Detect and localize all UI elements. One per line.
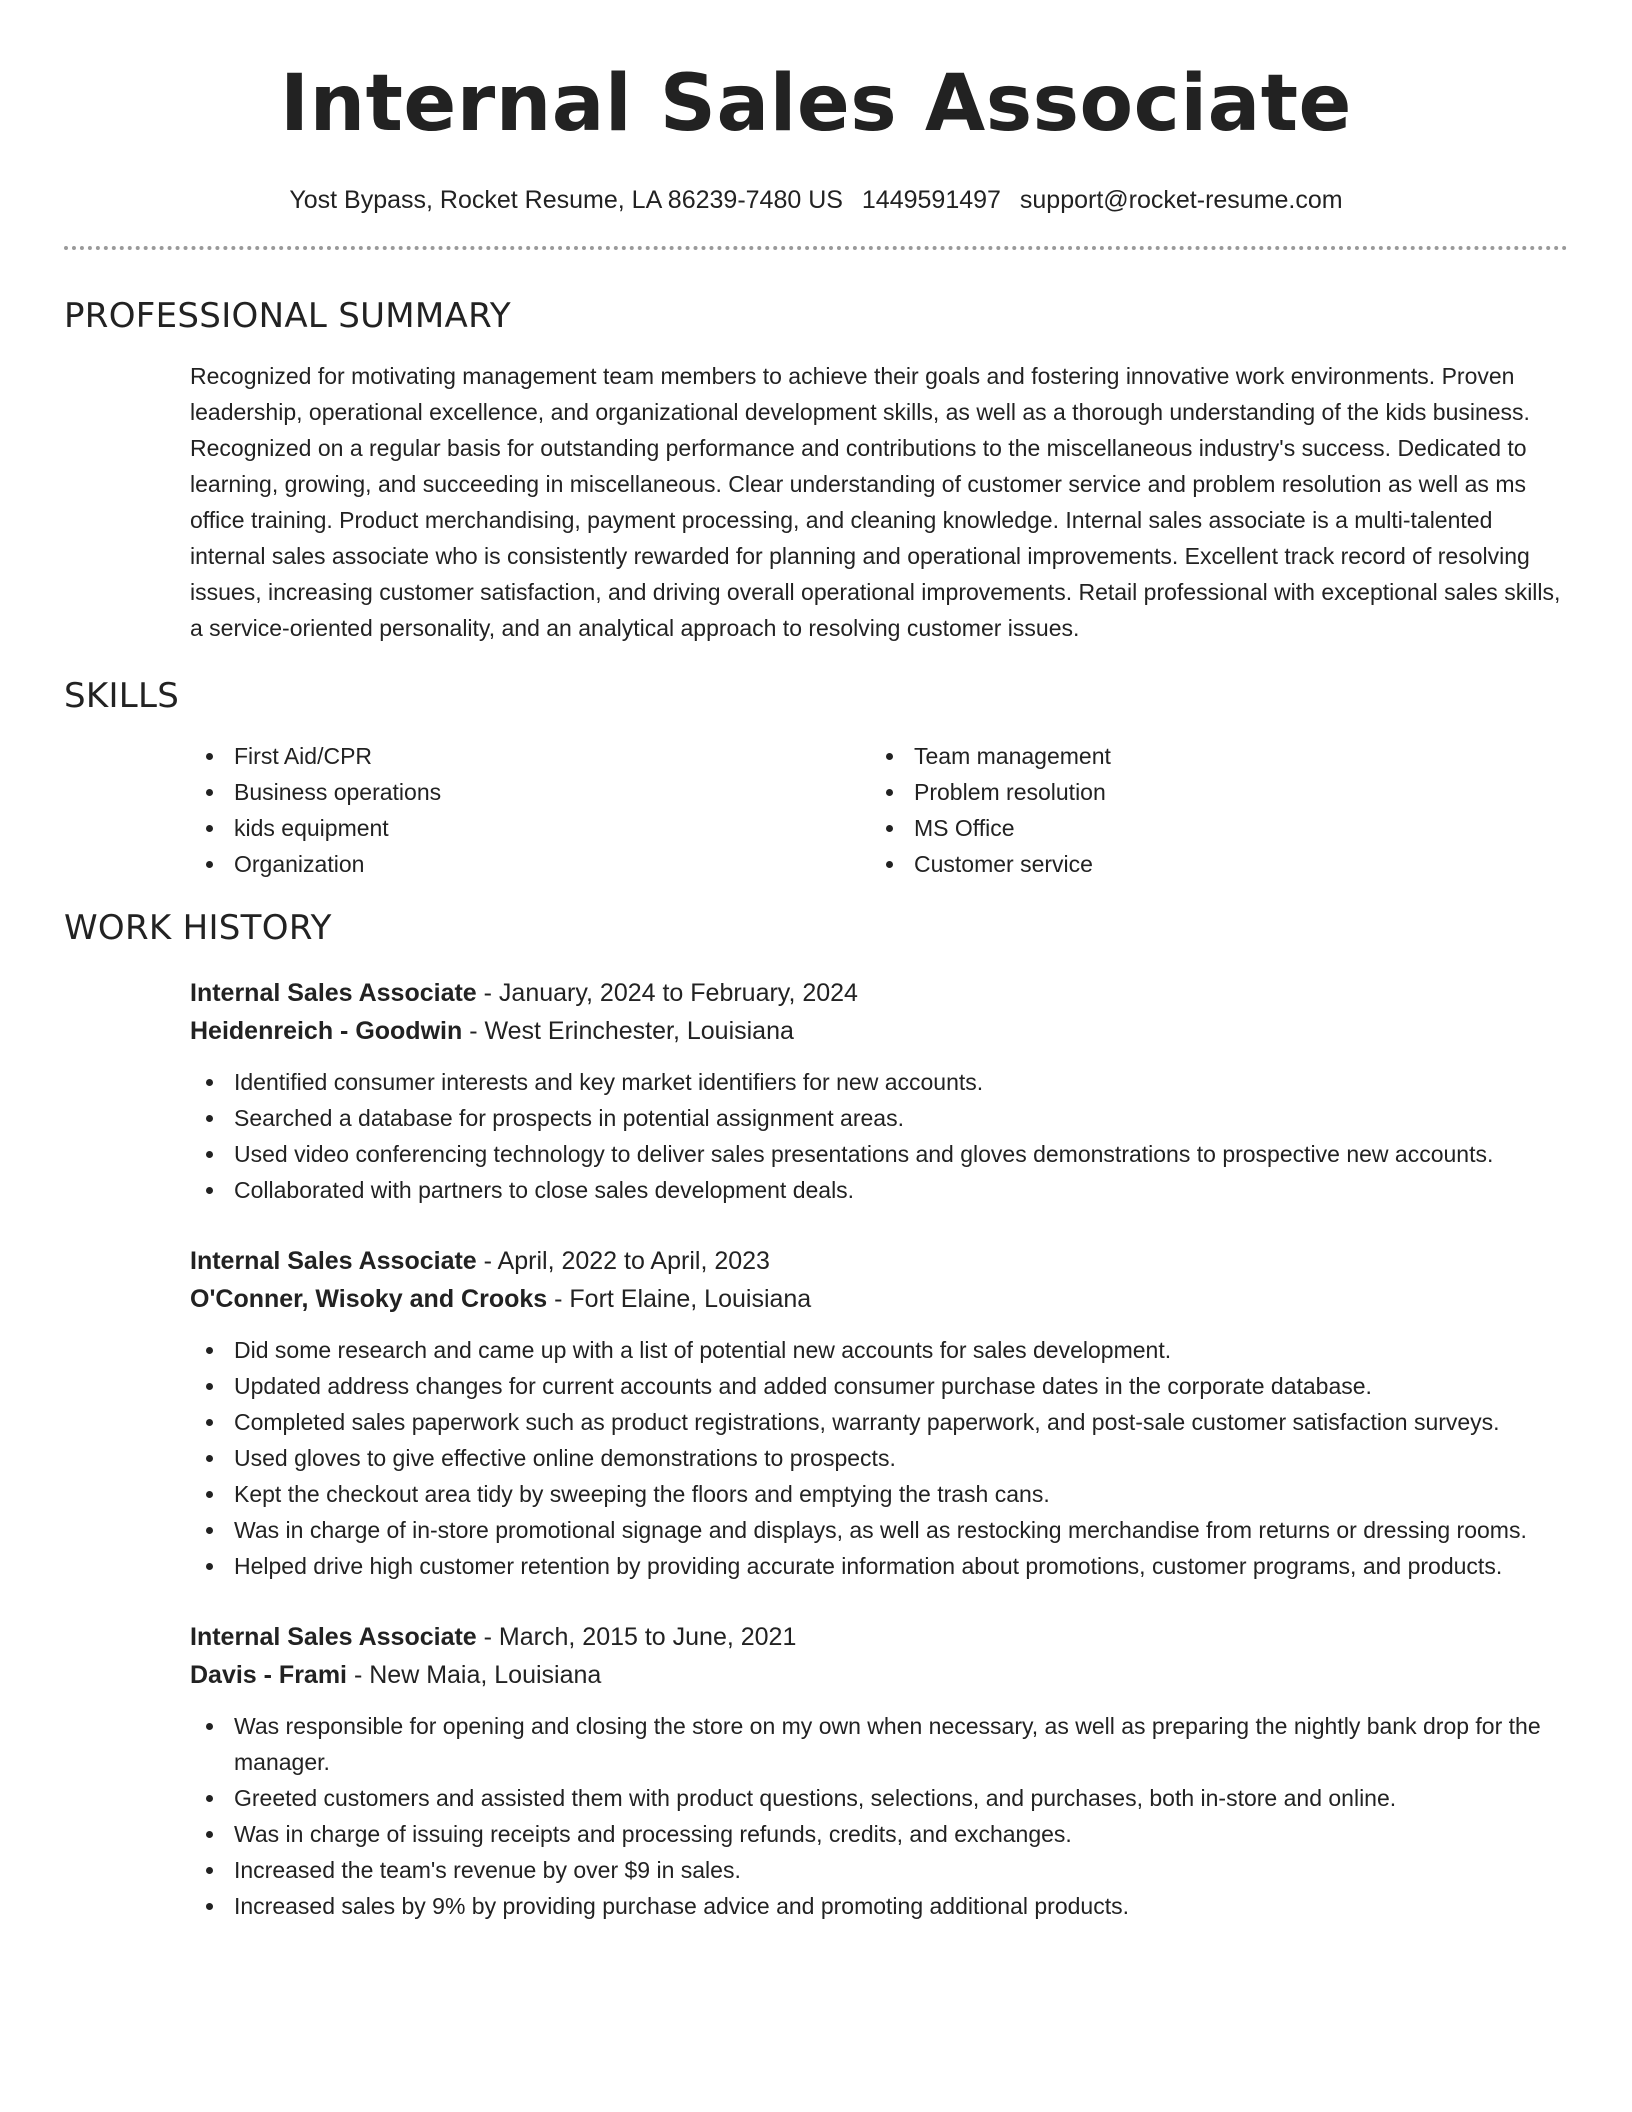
job-dates: - March, 2015 to June, 2021 bbox=[476, 1623, 797, 1651]
job-bullet: Updated address changes for current accounts and added consumer purchase dates in the corporate database. bbox=[190, 1368, 1568, 1404]
job-dates: - April, 2022 to April, 2023 bbox=[476, 1247, 770, 1275]
skills-list bbox=[190, 738, 1568, 882]
job-title-line bbox=[190, 974, 1568, 1012]
candidate-name: Internal Sales Associate bbox=[280, 59, 1352, 149]
job-bullets bbox=[190, 1332, 1568, 1584]
skill-item: Organization bbox=[190, 846, 870, 882]
job-title: Internal Sales Associate bbox=[190, 1623, 477, 1651]
job-company: O'Conner, Wisoky and Crooks bbox=[190, 1285, 548, 1313]
job-title-line bbox=[190, 1242, 1568, 1280]
job-bullet: Did some research and came up with a list of potential new accounts for sales development. bbox=[190, 1332, 1568, 1368]
job-company: Davis - Frami bbox=[190, 1661, 348, 1689]
skill-item: Business operations bbox=[190, 774, 870, 810]
job-bullet: Greeted customers and assisted them with product questions, selections, and purchases, both in-store and online. bbox=[190, 1780, 1568, 1816]
job-bullet: Completed sales paperwork such as product registrations, warranty paperwork, and post-sale customer satisfaction surveys. bbox=[190, 1404, 1568, 1440]
skill-item: kids equipment bbox=[190, 810, 870, 846]
job-entry bbox=[190, 1242, 1568, 1584]
job-company: Heidenreich - Goodwin bbox=[190, 1017, 463, 1045]
job-entry bbox=[190, 1618, 1568, 1924]
job-bullet: Used video conferencing technology to deliver sales presentations and gloves demonstrations to prospective new accounts. bbox=[190, 1136, 1568, 1172]
skill-item: First Aid/CPR bbox=[190, 738, 870, 774]
skill-item: Problem resolution bbox=[870, 774, 1550, 810]
job-title-line bbox=[190, 1618, 1568, 1656]
job-bullets bbox=[190, 1064, 1568, 1208]
section-title-summary: PROFESSIONAL SUMMARY bbox=[64, 296, 511, 336]
job-bullet: Helped drive high customer retention by providing accurate information about promotions, customer programs, and products. bbox=[190, 1548, 1568, 1584]
skill-item: Team management bbox=[870, 738, 1550, 774]
skills-column-left bbox=[190, 738, 870, 882]
job-entry bbox=[190, 974, 1568, 1208]
contact-line bbox=[64, 182, 1568, 218]
job-bullet: Searched a database for prospects in potential assignment areas. bbox=[190, 1100, 1568, 1136]
job-title: Internal Sales Associate bbox=[190, 1247, 477, 1275]
job-bullet: Was responsible for opening and closing the store on my own when necessary, as well as preparing the nightly bank drop for the manager. bbox=[190, 1708, 1568, 1780]
job-bullet: Collaborated with partners to close sales development deals. bbox=[190, 1172, 1568, 1208]
contact-phone: 1449591497 bbox=[861, 186, 1001, 214]
contact-email: support@rocket-resume.com bbox=[1019, 186, 1343, 214]
job-bullet: Used gloves to give effective online demonstrations to prospects. bbox=[190, 1440, 1568, 1476]
skill-item: MS Office bbox=[870, 810, 1550, 846]
job-company-line bbox=[190, 1012, 1568, 1050]
job-dates: - January, 2024 to February, 2024 bbox=[476, 979, 858, 1007]
job-bullet: Kept the checkout area tidy by sweeping the floors and emptying the trash cans. bbox=[190, 1476, 1568, 1512]
skill-item: Customer service bbox=[870, 846, 1550, 882]
job-location: - New Maia, Louisiana bbox=[347, 1661, 602, 1689]
section-title-skills: SKILLS bbox=[64, 676, 180, 716]
header-divider bbox=[64, 246, 1568, 250]
section-title-work-history: WORK HISTORY bbox=[64, 908, 332, 948]
job-location: - Fort Elaine, Louisiana bbox=[547, 1285, 812, 1313]
contact-address: Yost Bypass, Rocket Resume, LA 86239-7480 US bbox=[289, 186, 843, 214]
job-bullet: Increased sales by 9% by providing purchase advice and promoting additional products. bbox=[190, 1888, 1568, 1924]
job-location: - West Erinchester, Louisiana bbox=[462, 1017, 794, 1045]
job-bullet: Was in charge of issuing receipts and processing refunds, credits, and exchanges. bbox=[190, 1816, 1568, 1852]
summary-text: Recognized for motivating management team members to achieve their goals and fostering innovative work environments. Proven leadership, operational excellence, and organizational development skills, as well as a thorough understanding of the kids business. Recognized on a regular basis for outstanding performance and contributions to the miscellaneous industry's success. Dedicated to learning, growing, and succeeding in miscellaneous. Clear understanding of customer service and problem resolution as well as ms office training. Product merchandising, payment processing, and cleaning knowledge. Internal sales associate is a multi-talented internal sales associate who is consistently rewarded for planning and operational improvements. Excellent track record of resolving issues, increasing customer satisfaction, and driving overall operational improvements. Retail professional with exceptional sales skills, a service-oriented personality, and an analytical approach to resolving customer issues. bbox=[190, 363, 1561, 641]
job-bullet: Was in charge of in-store promotional signage and displays, as well as restocking merchandise from returns or dressing rooms. bbox=[190, 1512, 1568, 1548]
job-title: Internal Sales Associate bbox=[190, 979, 477, 1007]
job-company-line bbox=[190, 1280, 1568, 1318]
skills-column-right bbox=[870, 738, 1550, 882]
job-company-line bbox=[190, 1656, 1568, 1694]
job-bullets bbox=[190, 1708, 1568, 1924]
job-bullet: Increased the team's revenue by over $9 in sales. bbox=[190, 1852, 1568, 1888]
job-bullet: Identified consumer interests and key market identifiers for new accounts. bbox=[190, 1064, 1568, 1100]
